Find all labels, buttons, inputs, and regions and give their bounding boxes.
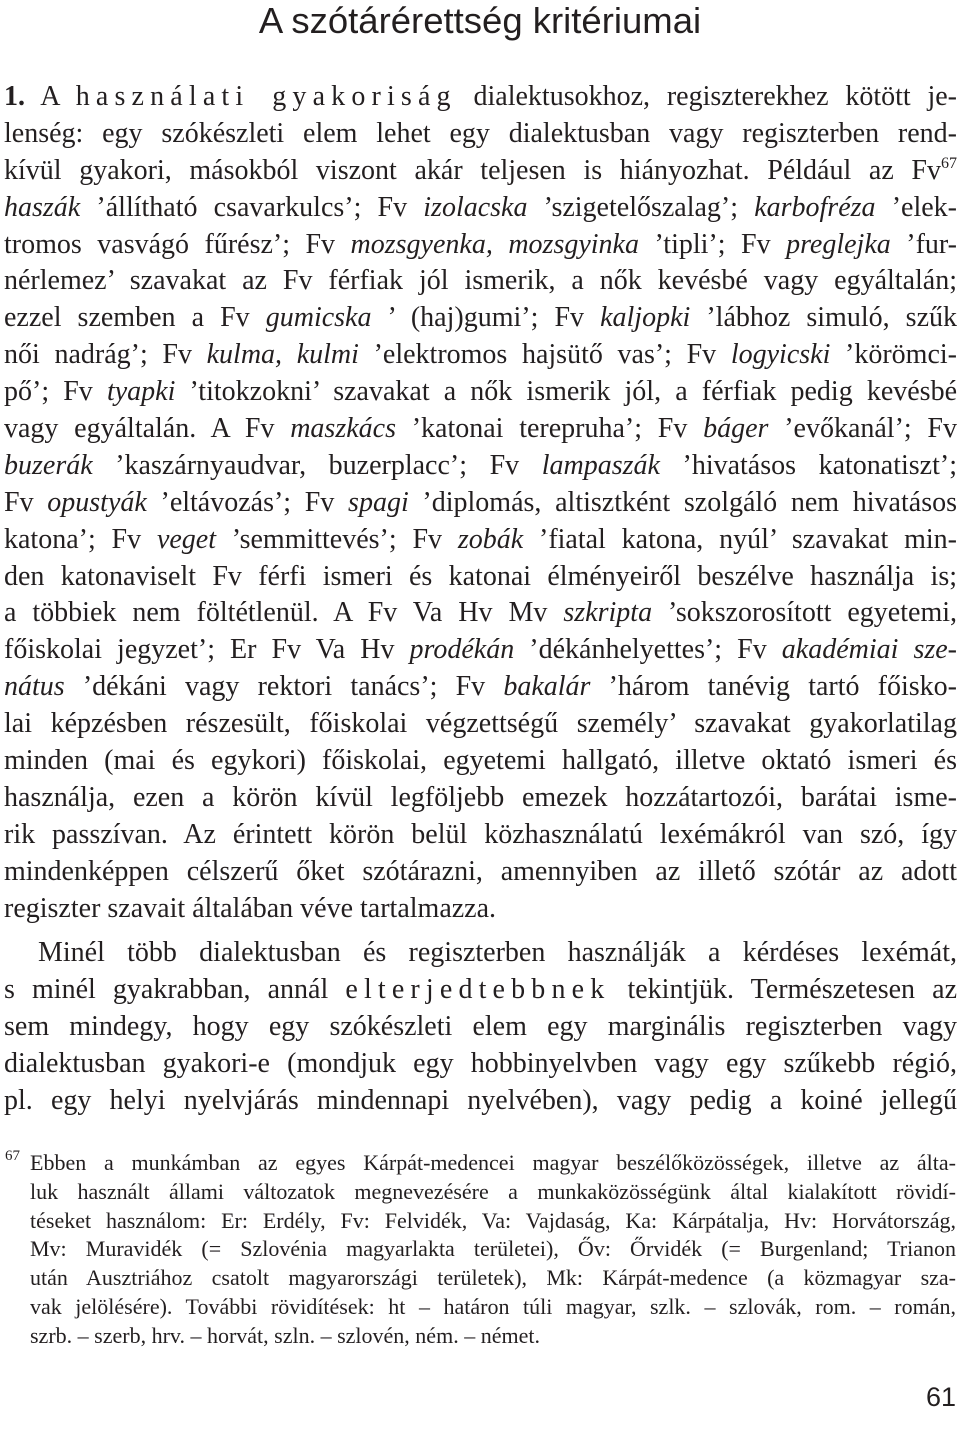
body-line	[4, 972, 957, 1009]
body-line	[4, 522, 957, 559]
body-line	[4, 374, 957, 411]
footnote-line: Ebben a munkámban az egyes Kárpát-medencei magyar beszélőközösségek, illetve az álta-	[30, 1150, 956, 1175]
text-run: ’sokszorosított egyetemi,	[652, 597, 957, 629]
text-run: ’lábhoz simuló, szűk	[690, 302, 957, 334]
text-run: ’ (haj)gumi’; Fv	[371, 302, 601, 334]
text-run: ’evőkanál’; Fv	[768, 413, 958, 445]
body-line	[4, 153, 957, 190]
italic-term: logyicski	[730, 339, 831, 371]
body-line	[4, 632, 957, 669]
text-run: ’diplomás, altisztként szolgáló nem hivatásos	[408, 486, 957, 518]
italic-term: haszák	[4, 191, 81, 223]
body-line	[4, 300, 957, 337]
text-run: tromos vasvágó fűrész’; Fv	[4, 228, 351, 260]
text-run: ’állítható csavarkulcs’; Fv	[80, 191, 424, 223]
text-run: dialektusokhoz, regiszterekhez kötött je-	[456, 81, 957, 112]
text-run: ’tipli’; Fv	[638, 228, 787, 260]
body-line: lenség: egy szókészleti elem lehet egy dialektusban vagy regiszterben rend-	[4, 117, 957, 149]
footnote	[30, 1149, 956, 1351]
italic-term: nátus	[4, 671, 65, 703]
text-run: ’hivatásos katonatiszt’;	[659, 449, 957, 481]
body-line	[4, 227, 957, 264]
spaced-emphasis: használati gyakoriság	[75, 81, 457, 112]
text-run: ’dékáni vagy rektori tanács’; Fv	[64, 671, 504, 703]
page-title: A szótárérettség kritériumai	[258, 0, 702, 41]
text-run: vagy egyáltalán. A Fv	[4, 413, 291, 445]
body-line: dialektusban gyakori-e (mondjuk egy hobbinyelvben vagy egy szűkebb régió,	[4, 1048, 957, 1080]
text-run: ’katonai terepruha’; Fv	[395, 413, 704, 445]
footnote-line: Mv: Muravidék (= Szlovénia magyarlakta területei), Őv: Őrvidék (= Burgenland; Trianon	[30, 1236, 956, 1262]
body-line: mindenképpen célszerű őket szótárazni, amennyiben az illető szótár az adott	[4, 855, 957, 887]
italic-term: báger	[703, 413, 769, 445]
paragraph	[4, 79, 957, 927]
body-line: pl. egy helyi nyelvjárás mindennapi nyelvében), vagy pedig a koiné jellegű	[4, 1085, 957, 1117]
text-run: ’három tanévig tartó főisko-	[590, 671, 957, 703]
body-line	[4, 79, 957, 116]
body-line	[4, 411, 957, 448]
italic-term: kulma, kulmi	[206, 339, 359, 371]
footnote-line: téseket használom: Er: Erdély, Fv: Felvidék, Va: Vajdaság, Ka: Kárpátalja, Hv: Horvátország,	[30, 1207, 956, 1233]
footnote-number: 67	[5, 1148, 20, 1164]
text-run: ’fiatal katona, nyúl’ szavakat min-	[523, 523, 957, 555]
italic-term: zobák	[457, 523, 524, 555]
body-line: rik passzívan. Az érintett körön belül közhasználatú lexémákról van szó, így	[4, 818, 957, 850]
italic-term: akadémiai sze-	[781, 634, 957, 666]
text-run: kívül gyakori, másokból viszont akár teljesen is hiányozhat. Például az Fv	[4, 154, 941, 186]
text-run: ’fur-	[890, 228, 957, 260]
italic-term: izolacska	[423, 191, 528, 223]
text-run: ’eltávozás’; Fv	[146, 486, 349, 518]
text-run: pő’; Fv	[4, 376, 107, 408]
footnote-line: vak jelölésére). További rövidítések: ht – határon túli magyar, szlk. – szlovák, rom. – román,	[30, 1293, 956, 1319]
body-line	[4, 190, 957, 227]
body-line	[4, 485, 957, 522]
italic-term: kaljopki	[600, 302, 691, 334]
body-text	[4, 79, 957, 1120]
body-line: használja, ezen a körön kívül legföljebb emezek hozzátartozói, barátai isme-	[4, 781, 957, 813]
text-run: ’dékánhelyettes’; Fv	[514, 634, 782, 666]
italic-term: mozsgyenka, mozsgyinka	[350, 228, 639, 260]
italic-term: prodékán	[409, 634, 515, 666]
italic-term: szkripta	[563, 597, 653, 629]
italic-term: tyapki	[106, 376, 176, 408]
footnote-line: luk használt állami változatok megnevezésére a munkaközösségünk által kialakított rövidí-	[30, 1178, 956, 1204]
text-run: a többiek nem föltétlenül. A Fv Va Hv Mv	[4, 597, 564, 629]
italic-term: maszkács	[290, 413, 396, 445]
body-line	[4, 595, 957, 632]
text-run: A	[25, 81, 76, 112]
text-run: ezzel szemben a Fv	[4, 302, 266, 334]
italic-term: karbofréza	[754, 191, 876, 223]
italic-term: lampaszák	[541, 449, 660, 481]
text-run: ’szigetelőszalag’;	[527, 191, 755, 223]
body-line	[4, 337, 957, 374]
italic-term: veget	[156, 523, 216, 555]
italic-term: bakalár	[503, 671, 591, 703]
body-line	[4, 448, 957, 485]
text-run: Fv	[4, 486, 48, 518]
body-line: nérlemez’ szavakat az Fv férfiak jól ismerik, a nők kevésbé vagy egyáltalán;	[4, 265, 957, 297]
text-run: ’semmittevés’; Fv	[216, 523, 458, 555]
text-run: főiskolai jegyzet’; Er Fv Va Hv	[4, 634, 410, 666]
text-run: ’kaszárnyaudvar, buzerplacc’; Fv	[92, 449, 542, 481]
text-run: katona’; Fv	[4, 523, 157, 555]
body-line: minden (mai és egykori) főiskolai, egyetemi hallgató, illetve oktató ismeri és	[4, 745, 957, 777]
body-line	[4, 669, 957, 706]
page-number: 61	[925, 1382, 956, 1412]
item-number: 1.	[4, 81, 25, 112]
italic-term: buzerák	[4, 449, 93, 481]
paragraph	[4, 935, 957, 1119]
italic-term: preglejka	[786, 228, 891, 260]
footnote-line: után Ausztriához csatolt magyarországi területek), Mk: Kárpát-medence (a közmagyar sza-	[30, 1265, 956, 1291]
text-run: ’elek-	[875, 191, 957, 223]
footnote-line: szrb. – szerb, hrv. – horvát, szln. – szlovén, ném. – német.	[30, 1322, 540, 1348]
text-run: ’elektromos hajsütő vas’; Fv	[358, 339, 731, 371]
footnote-ref: 67	[941, 154, 957, 172]
body-line: sem mindegy, hogy egy szókészleti elem egy marginális regiszterben vagy	[4, 1011, 957, 1043]
body-line: den katonaviselt Fv férfi ismeri és katonai élményeiről beszélve használja is;	[4, 560, 957, 592]
italic-term: opustyák	[47, 486, 147, 518]
text-run: ’titokzokni’ szavakat a nők ismerik jól, a férfiak pedig kevésbé	[175, 376, 957, 408]
text-run: s minél gyakrabban, annál	[4, 974, 346, 1006]
text-run: tekintjük. Természetesen az	[610, 974, 957, 1006]
spaced-emphasis: elterjedtebbnek	[345, 974, 611, 1006]
text-run: ’körömci-	[830, 339, 957, 371]
body-line: Minél több dialektusban és regiszterben használják a kérdéses lexémát,	[38, 937, 957, 969]
body-line: regiszter szavait általában véve tartalmazza.	[4, 892, 497, 924]
italic-term: gumicska	[265, 302, 372, 334]
italic-term: spagi	[348, 486, 409, 518]
body-line: lai képzésben részesült, főiskolai végzettségű személy’ szavakat gyakorlatilag	[4, 708, 957, 740]
text-run: női nadrág’; Fv	[4, 339, 207, 371]
